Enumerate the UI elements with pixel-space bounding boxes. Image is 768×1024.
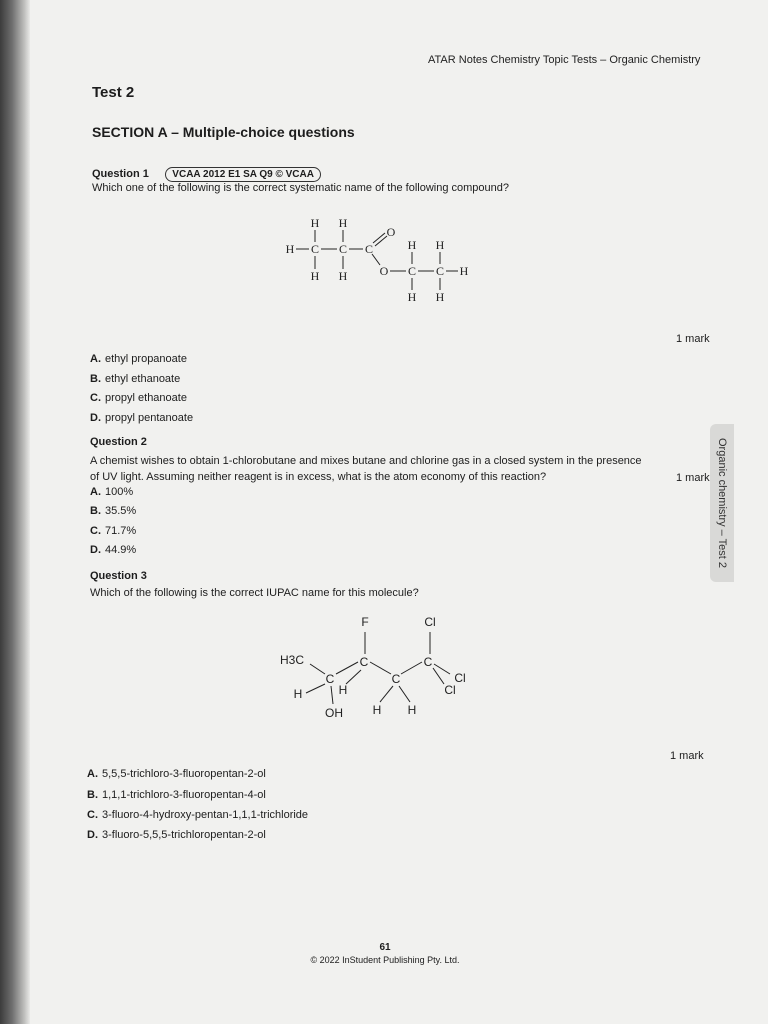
atom-cl: Cl — [424, 615, 436, 629]
bond — [370, 662, 391, 674]
option-letter: C. — [87, 809, 98, 821]
answer-option[interactable] — [87, 829, 266, 841]
question-label: Question 3 — [90, 570, 147, 582]
copyright: © 2022 InStudent Publishing Pty. Ltd. — [310, 955, 460, 965]
section-title: SECTION A – Multiple-choice questions — [92, 124, 355, 140]
atom-f: F — [361, 615, 369, 629]
option-text: ethyl ethanoate — [105, 373, 181, 385]
question-text-line-1: A chemist wishes to obtain 1-chlorobutane and mixes butane and chlorine gas in a closed system in the presence — [90, 455, 642, 467]
atom-h: H — [435, 290, 445, 304]
atom-c: C — [310, 242, 320, 256]
option-letter: B. — [87, 789, 98, 801]
ester-structure-diagram — [280, 212, 510, 312]
double-bond — [375, 236, 387, 246]
atom-cl: Cl — [444, 683, 456, 697]
answer-option[interactable] — [90, 412, 193, 424]
option-text: 71.7% — [105, 525, 137, 537]
mark-value: 1 mark — [670, 750, 704, 762]
bond — [401, 662, 422, 674]
bond — [331, 686, 333, 704]
option-letter: A. — [87, 768, 98, 780]
atom-c: C — [407, 264, 417, 278]
bond — [372, 254, 380, 265]
answer-option[interactable] — [90, 353, 187, 365]
atom-h: H — [407, 238, 417, 252]
atom-c: C — [338, 242, 348, 256]
atom-o: O — [379, 264, 389, 278]
mark-value: 1 mark — [676, 333, 710, 345]
option-text: 35.5% — [105, 505, 137, 517]
answer-option[interactable] — [90, 373, 180, 385]
section-side-tab — [710, 424, 734, 582]
double-bond — [373, 233, 385, 243]
answer-option[interactable] — [87, 768, 266, 780]
atom-c: C — [325, 672, 335, 686]
test-title: Test 2 — [92, 84, 135, 101]
mark-value: 1 mark — [676, 472, 710, 484]
option-letter: C. — [90, 525, 101, 537]
document-page — [30, 0, 768, 1024]
atom-h: H — [338, 269, 348, 283]
bond — [346, 670, 361, 684]
page-number: 61 — [379, 942, 391, 953]
answer-option[interactable] — [90, 392, 187, 404]
answer-option[interactable] — [90, 505, 136, 517]
atom-cl: Cl — [454, 671, 466, 685]
option-letter: A. — [90, 353, 101, 365]
side-tab-label: Organic chemistry – Test 2 — [716, 437, 728, 569]
answer-option[interactable] — [90, 525, 136, 537]
atom-h: H — [459, 264, 469, 278]
bond — [399, 686, 410, 702]
answer-option[interactable] — [90, 544, 136, 556]
option-letter: A. — [90, 486, 101, 498]
option-text: ethyl propanoate — [105, 353, 187, 365]
question-text: Which of the following is the correct IUPAC name for this molecule? — [90, 587, 419, 599]
atom-h: H — [435, 238, 445, 252]
book-spine-shadow — [0, 0, 30, 1024]
atom-h: H — [310, 269, 320, 283]
question-text-line-2: of UV light. Assuming neither reagent is in excess, what is the atom economy of this reaction? — [90, 471, 547, 483]
option-letter: D. — [87, 829, 98, 841]
atom-c: C — [364, 242, 374, 256]
atom-h: H — [407, 703, 417, 717]
answer-option[interactable] — [87, 809, 308, 821]
atom-c: C — [435, 264, 445, 278]
bond — [380, 686, 393, 702]
haloalcohol-structure-diagram — [270, 614, 510, 724]
atom-h: H — [293, 687, 303, 701]
atom-h: H — [407, 290, 417, 304]
option-letter: B. — [90, 373, 101, 385]
source-badge: VCAA 2012 E1 SA Q9 © VCAA — [165, 167, 321, 182]
atom-c: C — [423, 655, 433, 669]
option-text: 3-fluoro-5,5,5-trichloropentan-2-ol — [102, 829, 266, 841]
running-header: ATAR Notes Chemistry Topic Tests – Organic Chemistry — [428, 54, 701, 66]
atom-c: C — [359, 655, 369, 669]
bond — [433, 668, 444, 684]
atom-h: H — [372, 703, 382, 717]
option-letter: D. — [90, 544, 101, 556]
option-text: propyl ethanoate — [105, 392, 187, 404]
methyl-group: H3C — [279, 653, 305, 667]
option-text: 3-fluoro-4-hydroxy-pentan-1,1,1-trichloride — [102, 809, 309, 821]
atom-h: H — [338, 683, 348, 697]
option-text: 1,1,1-trichloro-3-fluoropentan-4-ol — [102, 789, 266, 801]
atom-c: C — [391, 672, 401, 686]
atom-o: O — [386, 225, 396, 239]
option-text: propyl pentanoate — [105, 412, 194, 424]
bond — [336, 662, 358, 674]
answer-option[interactable] — [90, 486, 133, 498]
atom-h: H — [338, 216, 348, 230]
hydroxyl-group: OH — [325, 706, 343, 720]
question-label: Question 2 — [90, 436, 147, 448]
option-letter: D. — [90, 412, 101, 424]
option-letter: B. — [90, 505, 101, 517]
option-text: 5,5,5-trichloro-3-fluoropentan-2-ol — [102, 768, 266, 780]
atom-h: H — [310, 216, 320, 230]
bond — [306, 684, 325, 693]
option-text: 100% — [105, 486, 134, 498]
question-text: Which one of the following is the correct systematic name of the following compound? — [92, 182, 509, 194]
question-label: Question 1 — [92, 168, 149, 180]
atom-h: H — [285, 242, 295, 256]
bond — [310, 664, 325, 674]
option-letter: C. — [90, 392, 101, 404]
option-text: 44.9% — [105, 544, 137, 556]
answer-option[interactable] — [87, 789, 266, 801]
